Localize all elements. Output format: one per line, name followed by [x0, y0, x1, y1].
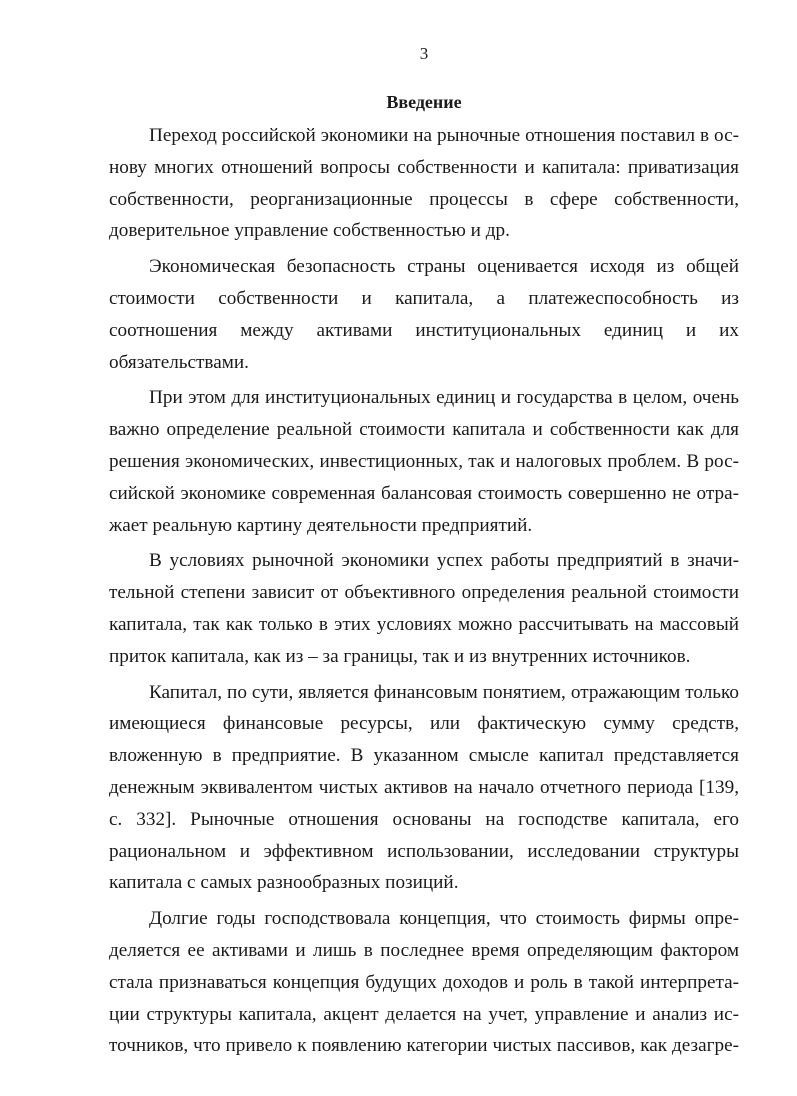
paragraph-1: Переход российской экономики на рыночные отношения поставил в основу многих отношений вопросы собственности и капитала: приватизация собственности, реорганизационные процессы в сфере собственности, доверительное управление собственностью и др.: [109, 125, 739, 242]
paragraph-6: Долгие годы господствовала концепция, что стоимость фирмы определяется ее активами и лишь в последнее время определяющим фактором стала признаваться концепция будущих доходов и роль в такой интерпретации структуры капитала, акцент делается на учет, управление и анализ источников, что привело к появлению категории чистых пассивов, как дезагре-: [109, 908, 739, 1057]
paragraph-3: При этом для институциональных единиц и государства в целом, очень важно определение реальной стоимости капитала и собственности как для решения экономических, инвестиционных, так и налоговых проблем. В российской экономике современная балансовая стоимость совершенно не отражает реальную картину деятельности предприятий.: [109, 387, 739, 536]
paragraph-5: Капитал, по сути, является финансовым понятием, отражающим только имеющиеся финансовые ресурсы, или фактическую сумму средств, вложенную в предприятие. В указанном смысле капитал представляется денежным эквивалентом чистых активов на начало отчетного периода [139, с. 332]. Рыночные отношения основаны на господстве капитала, его рациональном и эффективном использовании, исследовании структуры капитала с самых разнообразных позиций.: [109, 681, 739, 894]
page-number: 3: [419, 44, 429, 63]
paragraph-2: Экономическая безопасность страны оценивается исходя из общей стоимости собственности и капитала, а платежеспособность из соотношения между активами институциональных единиц и их обязательствами.: [109, 256, 739, 373]
body-text: [109, 120, 739, 1066]
section-heading: Введение: [386, 92, 462, 112]
paragraph-4: В условиях рыночной экономики успех работы предприятий в значительной степени зависит от объективного определения реальной стоимости капитала, так как только в этих условиях можно рассчитывать на массовый приток капитала, как из – за границы, так и из внутренних источников.: [109, 550, 739, 667]
